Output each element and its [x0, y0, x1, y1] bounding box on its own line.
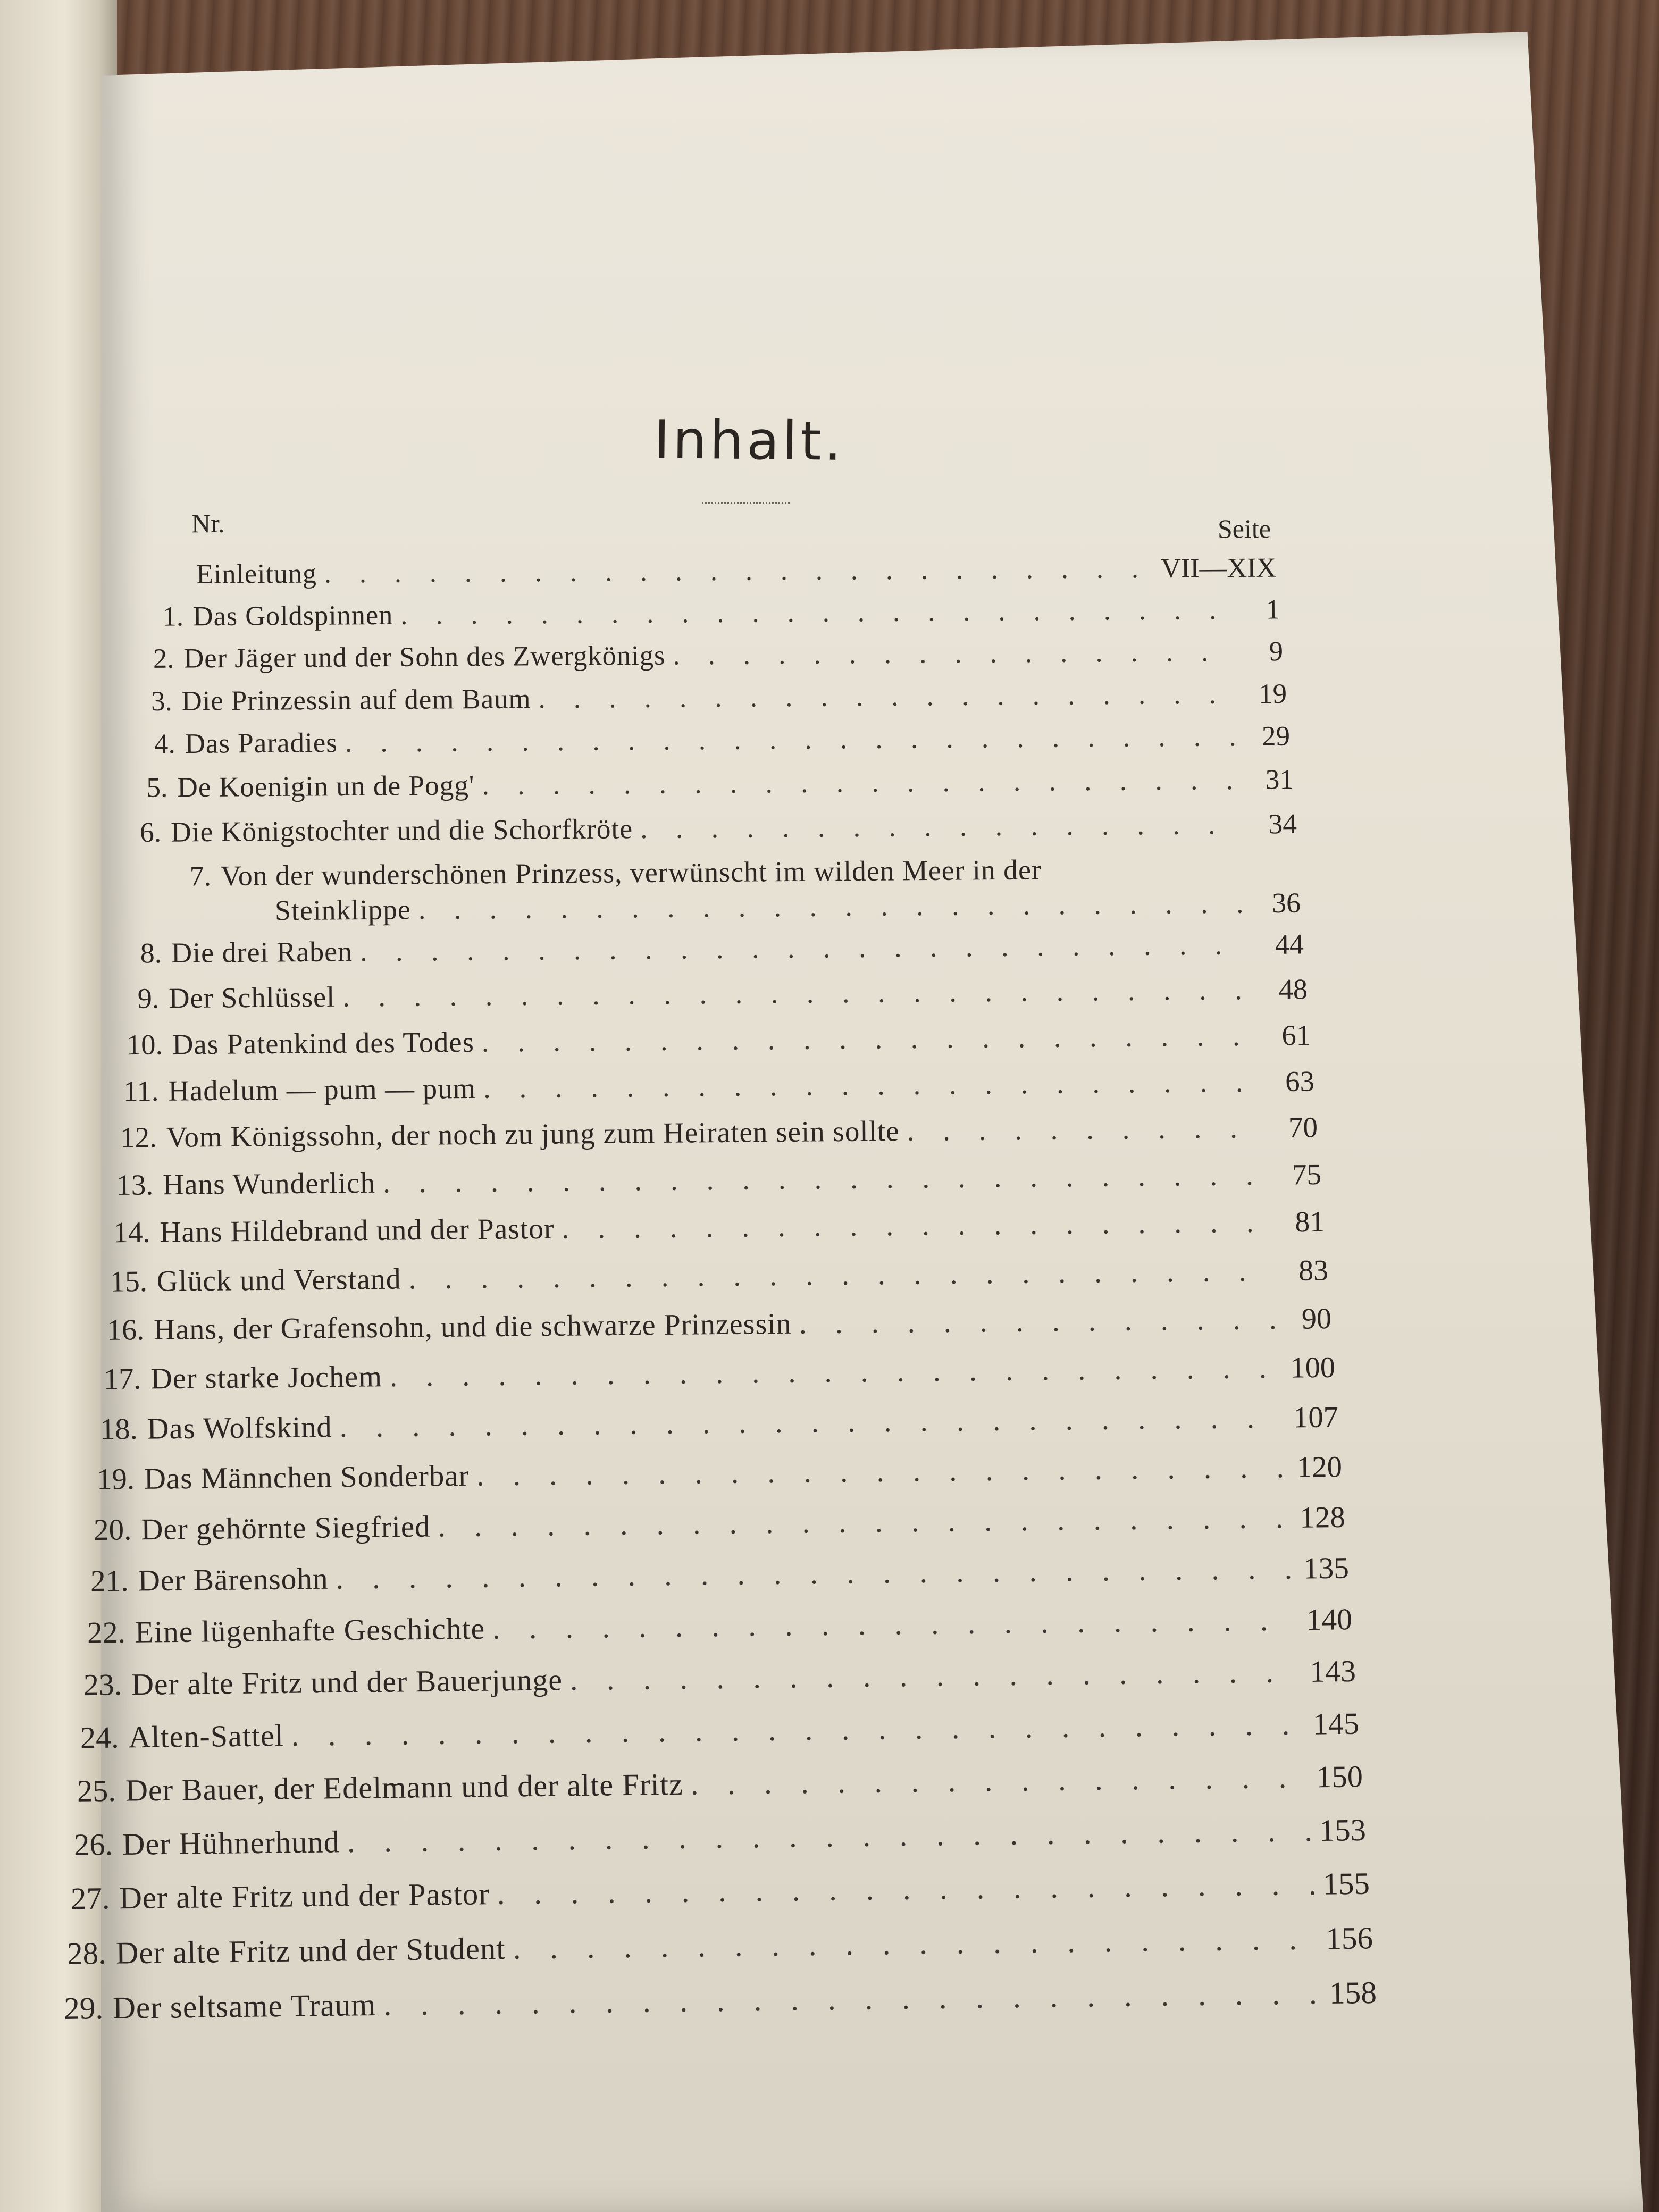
toc-entry-number: 26.	[73, 1826, 113, 1862]
toc-entry	[123, 1062, 1315, 1110]
toc-entry	[77, 1758, 1363, 1809]
toc-entry-title: Glück und Verstand	[156, 1262, 401, 1298]
toc-entry-page: VII—XIX	[1161, 552, 1277, 584]
toc-entry-continuation	[275, 884, 1301, 929]
toc-entry-page: 90	[1301, 1302, 1332, 1336]
toc-entry-number: 23.	[83, 1668, 122, 1702]
toc-entry-title: Hadelum — pum — pum	[168, 1071, 476, 1107]
toc-entry	[67, 1919, 1373, 1972]
toc-entry-page: 156	[1326, 1920, 1373, 1956]
toc-entry	[149, 675, 1287, 719]
toc-entry-title: Hans Hildebrand und der Pastor	[160, 1212, 555, 1249]
toc-entry-number: 18.	[99, 1412, 138, 1446]
toc-entry-title: Der starke Jochem	[150, 1360, 383, 1396]
toc-entry-title: De Koenigin un de Pogg'	[177, 769, 475, 803]
toc-entry-title-continued: Steinklippe	[274, 893, 412, 927]
toc-entry-page: 61	[1281, 1018, 1311, 1051]
toc-entry-number: 19.	[96, 1462, 135, 1496]
toc-entry-page: 29	[1261, 720, 1291, 752]
toc-entry-page: 100	[1290, 1351, 1336, 1385]
dot-leader	[492, 1602, 1297, 1647]
toc-entry-number: 22.	[87, 1615, 126, 1650]
toc-entry	[116, 1156, 1322, 1204]
toc-entry-number: 25.	[77, 1773, 116, 1808]
toc-entry	[143, 761, 1294, 806]
toc-entry	[87, 1601, 1353, 1652]
toc-entry	[120, 1109, 1318, 1157]
toc-entry-number: 10.	[126, 1028, 163, 1061]
toc-entry-title: Das Goldspinnen	[192, 599, 393, 632]
toc-entry-number: 20.	[93, 1513, 132, 1547]
dot-leader	[390, 1350, 1280, 1395]
toc-entry	[83, 1653, 1356, 1704]
table-of-contents	[63, 542, 1462, 2138]
toc-entry-title: Der gehörnte Siegfried	[140, 1510, 431, 1547]
toc-entry	[97, 1448, 1343, 1498]
toc-entry-number: 28.	[66, 1936, 107, 1971]
toc-entry-page: 70	[1288, 1111, 1318, 1144]
title-ornament	[702, 495, 790, 504]
toc-entry-title: Einleitung	[196, 558, 317, 590]
toc-entry-page: 34	[1268, 807, 1297, 840]
dot-leader	[324, 550, 1154, 593]
toc-entry-page: 107	[1293, 1401, 1339, 1435]
toc-entry-title: Hans, der Grafensohn, und die schwarze Prinzessin	[153, 1307, 792, 1347]
toc-entry-number: 8.	[140, 937, 162, 969]
toc-entry-page: 1	[1266, 594, 1280, 625]
toc-entry-number: 2.	[153, 643, 174, 674]
toc-entry	[74, 1811, 1367, 1863]
toc-entry-title: Die Prinzessin auf dem Baum	[181, 683, 531, 717]
dot-leader	[482, 1017, 1256, 1060]
toc-entry-page: 153	[1319, 1812, 1367, 1848]
toc-entry-number: 7.	[189, 860, 212, 892]
toc-entry-page: 135	[1303, 1551, 1350, 1586]
toc-entry	[110, 1252, 1329, 1300]
toc-entry-title: Das Wolfskind	[147, 1410, 332, 1446]
toc-entry-title: Hans Wunderlich	[162, 1166, 376, 1201]
toc-entry-page: 143	[1309, 1654, 1356, 1689]
toc-entry-page: 48	[1278, 973, 1308, 1006]
toc-entry-page: 63	[1285, 1065, 1315, 1097]
toc-entry-number: 17.	[103, 1362, 141, 1396]
toc-entry-title: Eine lügenhafte Geschichte	[135, 1612, 485, 1649]
dot-leader	[497, 1866, 1314, 1913]
dot-leader	[418, 884, 1246, 928]
toc-entry	[107, 1300, 1332, 1349]
toc-entry-title: Die drei Raben	[171, 935, 353, 969]
toc-entry	[104, 1349, 1336, 1398]
toc-entry-title: Der alte Fritz und der Pastor	[119, 1876, 490, 1916]
toc-entry	[127, 1016, 1311, 1063]
toc-entry-number: 1.	[162, 601, 184, 632]
toc-entry-number: 5.	[146, 772, 168, 803]
dot-leader	[538, 675, 1231, 717]
toc-entry-number: 21.	[90, 1564, 129, 1598]
dot-leader	[336, 1551, 1294, 1598]
toc-entry-title: Der alte Fritz und der Student	[115, 1931, 506, 1971]
toc-entry	[64, 1974, 1377, 2027]
toc-entry	[153, 633, 1283, 677]
toc-entry-page: 31	[1265, 764, 1294, 795]
toc-entry-number: 13.	[116, 1168, 154, 1202]
dot-leader	[640, 805, 1242, 847]
dot-leader	[690, 1758, 1308, 1803]
column-header-seite: Seite	[1218, 514, 1271, 543]
toc-entry	[71, 1865, 1370, 1918]
toc-entry-page: 145	[1312, 1706, 1360, 1741]
toc-entry	[90, 1550, 1350, 1601]
toc-entry-page: 83	[1298, 1253, 1329, 1287]
toc-entry	[140, 805, 1297, 850]
toc-entry-page: 81	[1295, 1205, 1325, 1239]
toc-entry-page: 44	[1275, 928, 1304, 961]
dot-leader	[400, 591, 1225, 634]
toc-entry-title: Das Männchen Sonderbar	[144, 1459, 470, 1496]
dot-leader	[513, 1920, 1318, 1967]
dot-leader	[291, 1706, 1304, 1754]
toc-entry-title: Der Schlüssel	[169, 981, 336, 1015]
toc-entry	[94, 1499, 1346, 1549]
toc-entry-number: 6.	[139, 816, 162, 848]
dot-leader	[383, 1157, 1267, 1202]
toc-entry-page: 150	[1316, 1759, 1363, 1795]
dot-leader	[673, 633, 1228, 674]
toc-entry-title: Der Bauer, der Edelmann und der alte Fritz	[125, 1766, 684, 1808]
dot-leader	[342, 971, 1252, 1016]
toc-entry	[160, 550, 1276, 594]
toc-entry-title: Von der wunderschönen Prinzess, verwünscht im wilden Meer in der	[220, 853, 1042, 892]
toc-entry	[80, 1705, 1360, 1757]
toc-entry-number: 14.	[113, 1216, 150, 1250]
toc-entry-page: 128	[1300, 1500, 1346, 1535]
toc-entry-number: 11.	[123, 1074, 159, 1107]
toc-entry-title: Der Bärensohn	[138, 1562, 329, 1598]
dot-leader	[907, 1110, 1262, 1150]
dot-leader	[482, 761, 1238, 804]
dot-leader	[408, 1252, 1273, 1297]
toc-entry-title: Vom Königssohn, der noch zu jung zum Heiraten sein sollte	[166, 1115, 900, 1154]
dot-leader	[383, 1975, 1321, 2023]
toc-entry-number: 24.	[80, 1720, 119, 1755]
dot-leader	[483, 1063, 1260, 1107]
toc-entry	[100, 1398, 1339, 1448]
toc-entry	[146, 718, 1290, 763]
toc-entry-number: 12.	[120, 1121, 157, 1154]
toc-entry-title: Der Jäger und der Sohn des Zwergkönigs	[183, 640, 666, 674]
toc-entry-number: 4.	[154, 728, 175, 760]
dot-leader	[345, 718, 1235, 762]
toc-entry-page: 75	[1292, 1158, 1322, 1191]
toc-entry	[156, 591, 1280, 635]
toc-entry-number: 15.	[110, 1264, 148, 1298]
dot-leader	[562, 1204, 1269, 1248]
toc-entry-title: Das Patenkind des Todes	[172, 1025, 475, 1060]
toc-entry-number: 16.	[106, 1313, 145, 1347]
toc-entry-number: 3.	[150, 685, 172, 717]
toc-entry-title: Alten-Sattel	[128, 1718, 284, 1755]
toc-entry-page: 155	[1322, 1866, 1370, 1901]
toc-entry	[113, 1204, 1325, 1252]
dot-leader	[347, 1812, 1311, 1861]
toc-entry-page: 36	[1271, 886, 1301, 919]
dot-leader	[339, 1399, 1283, 1446]
toc-entry-page: 140	[1306, 1603, 1353, 1637]
column-header-nr: Nr.	[191, 508, 225, 538]
toc-entry-title: Das Paradies	[185, 727, 338, 760]
toc-entry-page: 9	[1269, 635, 1284, 667]
toc-entry	[133, 926, 1304, 972]
dot-leader	[799, 1301, 1276, 1342]
dot-leader	[570, 1654, 1301, 1699]
dot-leader	[476, 1449, 1287, 1494]
toc-entry-title: Die Königstochter und die Schorfkröte	[170, 812, 633, 848]
toc-entry-page: 19	[1259, 678, 1287, 709]
toc-entry	[130, 971, 1308, 1018]
toc-entry-title: Der seltsame Traum	[112, 1987, 376, 2026]
toc-entry-title: Der alte Fritz und der Bauerjunge	[131, 1663, 563, 1702]
toc-entry-number: 29.	[63, 1990, 104, 2026]
toc-entry-page: 158	[1329, 1975, 1377, 2011]
page-title: Inhalt.	[653, 408, 845, 473]
toc-entry-page: 120	[1296, 1450, 1343, 1484]
toc-entry-number: 9.	[137, 982, 160, 1015]
toc-entry-title: Der Hühnerhund	[122, 1824, 340, 1862]
dot-leader	[438, 1499, 1290, 1545]
toc-entry-number: 27.	[70, 1881, 110, 1916]
dot-leader	[360, 926, 1249, 970]
